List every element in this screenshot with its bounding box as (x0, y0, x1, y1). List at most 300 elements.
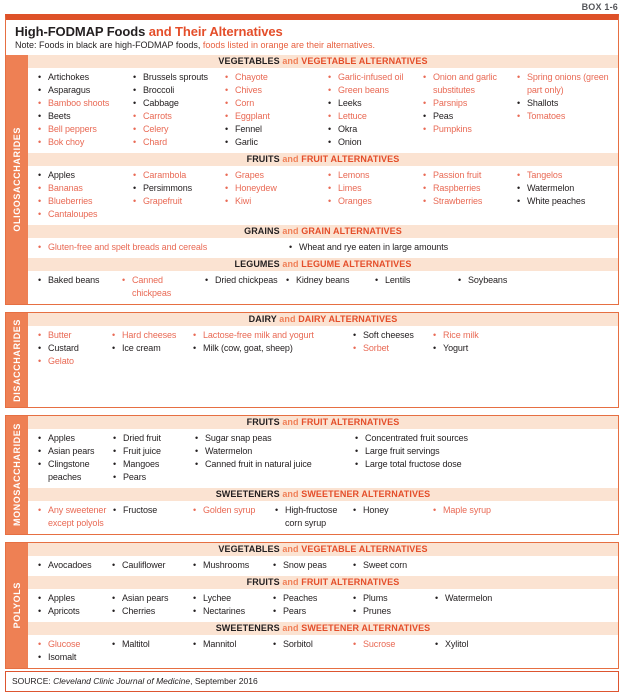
food-item (112, 592, 193, 605)
bullet-icon: • (133, 170, 137, 180)
subsection-heading-disa-dairy (28, 313, 618, 326)
food-item-label: Cantaloupes (48, 209, 98, 219)
food-item-label: Leeks (338, 98, 362, 108)
food-columns-poly-veg (28, 556, 618, 576)
food-item (193, 638, 273, 651)
bullet-icon: • (517, 183, 521, 193)
food-columns-oligo-legumes (28, 271, 618, 304)
main-panel (5, 14, 619, 305)
food-column (353, 592, 435, 618)
section-label-disaccharides: DISACCHARIDES (12, 318, 22, 402)
heading-category: VEGETABLES (218, 544, 280, 554)
food-item-label: Asparagus (48, 85, 91, 95)
bullet-icon: • (355, 446, 359, 456)
food-item-label: Kiwi (235, 196, 252, 206)
food-item-label: Clingstone peaches (48, 459, 90, 482)
food-item (38, 504, 113, 530)
food-item-label: Bamboo shoots (48, 98, 110, 108)
food-item-label: Canned fruit in natural juice (205, 459, 312, 469)
food-column (275, 504, 353, 530)
food-item (423, 123, 517, 136)
bullet-icon: • (225, 124, 229, 134)
bullet-icon: • (225, 72, 229, 82)
food-item-label: Bok choy (48, 137, 85, 147)
food-item (133, 97, 225, 110)
food-columns-oligo-grains (28, 238, 618, 258)
bullet-icon: • (38, 275, 42, 285)
food-item (112, 342, 193, 355)
food-column (38, 169, 133, 221)
fodmap-box (5, 0, 619, 692)
remaining-sections (5, 312, 619, 669)
food-item-label: Yogurt (443, 343, 469, 353)
bullet-icon: • (517, 72, 521, 82)
food-item (353, 638, 435, 651)
source-citation (5, 671, 619, 692)
legend-note-black: Note: Foods in black are high-FODMAP foods, (15, 40, 203, 50)
food-item-label: Broccoli (143, 85, 175, 95)
bullet-icon: • (133, 183, 137, 193)
food-item (433, 329, 618, 342)
bullet-icon: • (423, 196, 427, 206)
bullet-icon: • (38, 593, 42, 603)
food-item-label: Beets (48, 111, 71, 121)
food-item (225, 195, 328, 208)
food-item (286, 274, 375, 287)
bullet-icon: • (193, 505, 197, 515)
food-item (205, 274, 286, 287)
bullet-icon: • (353, 606, 357, 616)
bullet-icon: • (353, 505, 357, 515)
section-label-monosaccharides: MONOSACCHARIDES (12, 423, 22, 527)
bullet-icon: • (423, 98, 427, 108)
heading-and: and (276, 314, 299, 324)
food-item (193, 559, 273, 572)
bullet-icon: • (433, 343, 437, 353)
food-item (112, 329, 193, 342)
food-item-label: Sorbitol (283, 639, 313, 649)
page-title (15, 24, 609, 39)
food-item-label: Large fruit servings (365, 446, 440, 456)
food-column (195, 432, 355, 484)
food-item (38, 136, 133, 149)
food-column (423, 169, 517, 221)
heading-and: and (279, 489, 302, 499)
food-item (133, 195, 225, 208)
bullet-icon: • (328, 72, 332, 82)
food-item (38, 605, 112, 618)
section-content-polyols (28, 543, 618, 668)
food-column (375, 274, 458, 300)
food-item (275, 504, 353, 530)
food-item-label: Grapefruit (143, 196, 183, 206)
food-item (355, 458, 618, 471)
bullet-icon: • (328, 111, 332, 121)
food-item (328, 123, 423, 136)
food-item (193, 342, 353, 355)
food-column (225, 71, 328, 149)
bullet-icon: • (133, 196, 137, 206)
bullet-icon: • (113, 433, 117, 443)
section-label-oligosaccharides: OLIGOSACCHARIDES (12, 127, 22, 232)
section-box-disaccharides (5, 312, 619, 408)
heading-category: FRUITS (246, 417, 280, 427)
bullet-icon: • (113, 505, 117, 515)
food-item (225, 182, 328, 195)
food-item (38, 432, 113, 445)
bullet-icon: • (38, 560, 42, 570)
food-column (133, 71, 225, 149)
bullet-icon: • (435, 593, 439, 603)
food-item-label: Snow peas (283, 560, 327, 570)
food-item-label: Tomatoes (527, 111, 566, 121)
food-column (328, 71, 423, 149)
food-item-label: Peaches (283, 593, 318, 603)
food-item (38, 592, 112, 605)
food-item-label: Cauliflower (122, 560, 166, 570)
bullet-icon: • (193, 639, 197, 649)
food-item-label: Garlic-infused oil (338, 72, 404, 82)
bullet-icon: • (517, 111, 521, 121)
bullet-icon: • (353, 343, 357, 353)
food-item-label: Artichokes (48, 72, 90, 82)
food-item (133, 169, 225, 182)
food-item-label: Carrots (143, 111, 172, 121)
food-item (517, 97, 618, 110)
bullet-icon: • (193, 606, 197, 616)
section-content-disaccharides (28, 313, 618, 407)
food-column (38, 592, 112, 618)
bullet-icon: • (193, 560, 197, 570)
source-suffix: , September 2016 (190, 676, 258, 686)
source-prefix: SOURCE: (12, 676, 54, 686)
food-item-label: Dried fruit (123, 433, 161, 443)
food-item-label: Asian pears (122, 593, 169, 603)
food-item-label: Sucrose (363, 639, 396, 649)
bullet-icon: • (133, 98, 137, 108)
food-item-label: Watermelon (445, 593, 493, 603)
food-item-label: Rice milk (443, 330, 479, 340)
section-monosaccharides (6, 416, 618, 534)
bullet-icon: • (38, 183, 42, 193)
food-item (328, 71, 423, 84)
food-item (355, 432, 618, 445)
food-item-label: Peas (433, 111, 454, 121)
heading-and: and (279, 226, 302, 236)
food-item (517, 110, 618, 123)
food-item (133, 123, 225, 136)
food-columns-disa-dairy (28, 326, 618, 407)
food-item (423, 195, 517, 208)
bullet-icon: • (113, 472, 117, 482)
subsection-heading-poly-veg (28, 543, 618, 556)
food-item-label: Maltitol (122, 639, 150, 649)
bullet-icon: • (275, 505, 279, 515)
food-item (353, 559, 618, 572)
bullet-icon: • (38, 196, 42, 206)
food-item-label: Chard (143, 137, 168, 147)
food-item (225, 84, 328, 97)
food-item-label: Eggplant (235, 111, 270, 121)
bullet-icon: • (423, 72, 427, 82)
section-disaccharides (6, 313, 618, 407)
food-column (353, 559, 618, 572)
bullet-icon: • (423, 170, 427, 180)
food-item-label: Mangoes (123, 459, 160, 469)
bullet-icon: • (273, 593, 277, 603)
food-columns-oligo-veg (28, 68, 618, 153)
heading-alternatives: FRUIT ALTERNATIVES (301, 154, 400, 164)
bullet-icon: • (273, 560, 277, 570)
food-item (38, 182, 133, 195)
bullet-icon: • (112, 343, 116, 353)
food-column (435, 592, 618, 618)
food-column (355, 432, 618, 484)
food-column (353, 504, 433, 530)
food-item-label: Celery (143, 124, 169, 134)
food-column (193, 504, 275, 530)
food-item-label: Chives (235, 85, 262, 95)
food-item-label: Nectarines (203, 606, 246, 616)
food-column (286, 274, 375, 300)
food-item (225, 169, 328, 182)
food-item-label: Custard (48, 343, 79, 353)
food-item-label: Soft cheeses (363, 330, 414, 340)
heading-category: DAIRY (248, 314, 277, 324)
food-item-label: Cherries (122, 606, 156, 616)
bullet-icon: • (517, 196, 521, 206)
bullet-icon: • (133, 124, 137, 134)
food-column (517, 169, 618, 221)
food-item-label: Concentrated fruit sources (365, 433, 468, 443)
food-column (289, 241, 618, 254)
food-item-label: Green beans (338, 85, 389, 95)
food-column (433, 329, 618, 403)
food-item-label: Carambola (143, 170, 187, 180)
food-item-label: Lemons (338, 170, 370, 180)
food-item-label: Honeydew (235, 183, 277, 193)
bullet-icon: • (122, 275, 126, 285)
bullet-icon: • (38, 124, 42, 134)
bullet-icon: • (273, 606, 277, 616)
food-item (195, 445, 355, 458)
food-column (435, 638, 618, 664)
bullet-icon: • (113, 446, 117, 456)
food-item (112, 559, 193, 572)
title-bar (6, 20, 618, 55)
food-item-label: Dried chickpeas (215, 275, 278, 285)
food-item-label: Milk (cow, goat, sheep) (203, 343, 293, 353)
food-item (328, 84, 423, 97)
section-label-polyols: POLYOLS (12, 582, 22, 629)
food-item-label: Honey (363, 505, 389, 515)
food-item (38, 458, 113, 484)
heading-alternatives: FRUIT ALTERNATIVES (301, 417, 400, 427)
food-item-label: Sugar snap peas (205, 433, 272, 443)
food-item-label: Grapes (235, 170, 264, 180)
food-item-label: Mannitol (203, 639, 237, 649)
food-item (38, 169, 133, 182)
food-item (423, 71, 517, 97)
bullet-icon: • (225, 196, 229, 206)
food-item (133, 136, 225, 149)
food-item (112, 638, 193, 651)
food-item (38, 355, 112, 368)
bullet-icon: • (433, 330, 437, 340)
food-columns-poly-fruits (28, 589, 618, 622)
section-sidebar-monosaccharides (6, 416, 28, 534)
bullet-icon: • (423, 183, 427, 193)
bullet-icon: • (353, 593, 357, 603)
food-item-label: Okra (338, 124, 358, 134)
food-item-label: Cabbage (143, 98, 179, 108)
food-item-label: Shallots (527, 98, 559, 108)
food-item-label: Persimmons (143, 183, 193, 193)
food-item (113, 471, 195, 484)
bullet-icon: • (38, 505, 42, 515)
food-column (38, 638, 112, 664)
section-polyols (6, 543, 618, 668)
food-columns-poly-sweeteners (28, 635, 618, 668)
food-item-label: Onion and garlic substitutes (433, 72, 497, 95)
food-item (353, 342, 433, 355)
food-item-label: White peaches (527, 196, 586, 206)
food-item (193, 592, 273, 605)
food-item (353, 592, 435, 605)
bullet-icon: • (355, 433, 359, 443)
food-item (38, 195, 133, 208)
bullet-icon: • (225, 111, 229, 121)
food-column (193, 559, 273, 572)
food-item-label: Prunes (363, 606, 391, 616)
food-item (133, 71, 225, 84)
food-item-label: Glucose (48, 639, 81, 649)
bullet-icon: • (433, 505, 437, 515)
food-item-label: Avocadoes (48, 560, 92, 570)
food-column (112, 559, 193, 572)
food-item (328, 195, 423, 208)
food-item (193, 329, 353, 342)
food-item-label: Blueberries (48, 196, 93, 206)
food-item (225, 136, 328, 149)
food-item-label: Onion (338, 137, 362, 147)
food-item-label: Limes (338, 183, 362, 193)
bullet-icon: • (112, 330, 116, 340)
food-item (38, 638, 112, 651)
food-item-label: Canned chickpeas (132, 275, 172, 298)
food-item (193, 605, 273, 618)
bullet-icon: • (112, 560, 116, 570)
bullet-icon: • (517, 98, 521, 108)
food-item-label: Garlic (235, 137, 258, 147)
bullet-icon: • (423, 124, 427, 134)
food-item (423, 182, 517, 195)
bullet-icon: • (193, 343, 197, 353)
heading-alternatives: FRUIT ALTERNATIVES (301, 577, 400, 587)
food-item (225, 97, 328, 110)
food-columns-mono-fruits (28, 429, 618, 488)
food-item-label: Fruit juice (123, 446, 161, 456)
food-column (38, 559, 112, 572)
food-item-label: Pears (123, 472, 147, 482)
food-item (38, 274, 122, 287)
section-sidebar-oligosaccharides (6, 55, 28, 304)
bullet-icon: • (225, 137, 229, 147)
food-item-label: Mushrooms (203, 560, 250, 570)
food-column (112, 638, 193, 664)
food-item (38, 342, 112, 355)
food-column (38, 71, 133, 149)
food-column (273, 638, 353, 664)
heading-category: GRAINS (244, 226, 280, 236)
food-item-label: Sorbet (363, 343, 389, 353)
food-item (328, 110, 423, 123)
heading-and: and (279, 56, 302, 66)
food-item-label: Apples (48, 433, 75, 443)
subsection-heading-poly-fruits (28, 576, 618, 589)
bullet-icon: • (225, 85, 229, 95)
food-item-label: Sweet corn (363, 560, 408, 570)
heading-category: FRUITS (246, 154, 280, 164)
food-item (38, 123, 133, 136)
bullet-icon: • (38, 242, 42, 252)
food-item (225, 71, 328, 84)
bullet-icon: • (328, 124, 332, 134)
legend-note (15, 40, 609, 50)
bullet-icon: • (38, 459, 42, 469)
heading-and: and (279, 544, 302, 554)
heading-alternatives: DAIRY ALTERNATIVES (298, 314, 398, 324)
food-item-label: Apples (48, 170, 75, 180)
food-item (273, 592, 353, 605)
food-item (517, 169, 618, 182)
food-item-label: Watermelon (527, 183, 575, 193)
bullet-icon: • (195, 433, 199, 443)
food-item-label: Golden syrup (203, 505, 256, 515)
food-column (38, 274, 122, 300)
bullet-icon: • (133, 137, 137, 147)
food-item-label: Fennel (235, 124, 262, 134)
food-item (193, 504, 275, 517)
bullet-icon: • (273, 639, 277, 649)
bullet-icon: • (328, 98, 332, 108)
food-item-label: Spring onions (green part only) (527, 72, 609, 95)
food-column (38, 432, 113, 484)
food-item-label: Pears (283, 606, 307, 616)
bullet-icon: • (225, 183, 229, 193)
food-item (133, 84, 225, 97)
bullet-icon: • (38, 639, 42, 649)
bullet-icon: • (328, 170, 332, 180)
food-item-label: Lettuce (338, 111, 367, 121)
food-item (195, 458, 355, 471)
food-item (225, 123, 328, 136)
heading-category: SWEETENERS (215, 623, 280, 633)
food-item-label: Gluten-free and spelt breads and cereals (48, 242, 208, 252)
food-item-label: Strawberries (433, 196, 483, 206)
food-item (423, 97, 517, 110)
food-item (353, 329, 433, 342)
food-item-label: Large total fructose dose (365, 459, 462, 469)
bullet-icon: • (38, 111, 42, 121)
bullet-icon: • (328, 137, 332, 147)
bullet-icon: • (193, 593, 197, 603)
food-item-label: Oranges (338, 196, 372, 206)
bullet-icon: • (113, 459, 117, 469)
food-item (38, 559, 112, 572)
section-oligosaccharides (6, 55, 618, 304)
food-item-label: Parsnips (433, 98, 468, 108)
